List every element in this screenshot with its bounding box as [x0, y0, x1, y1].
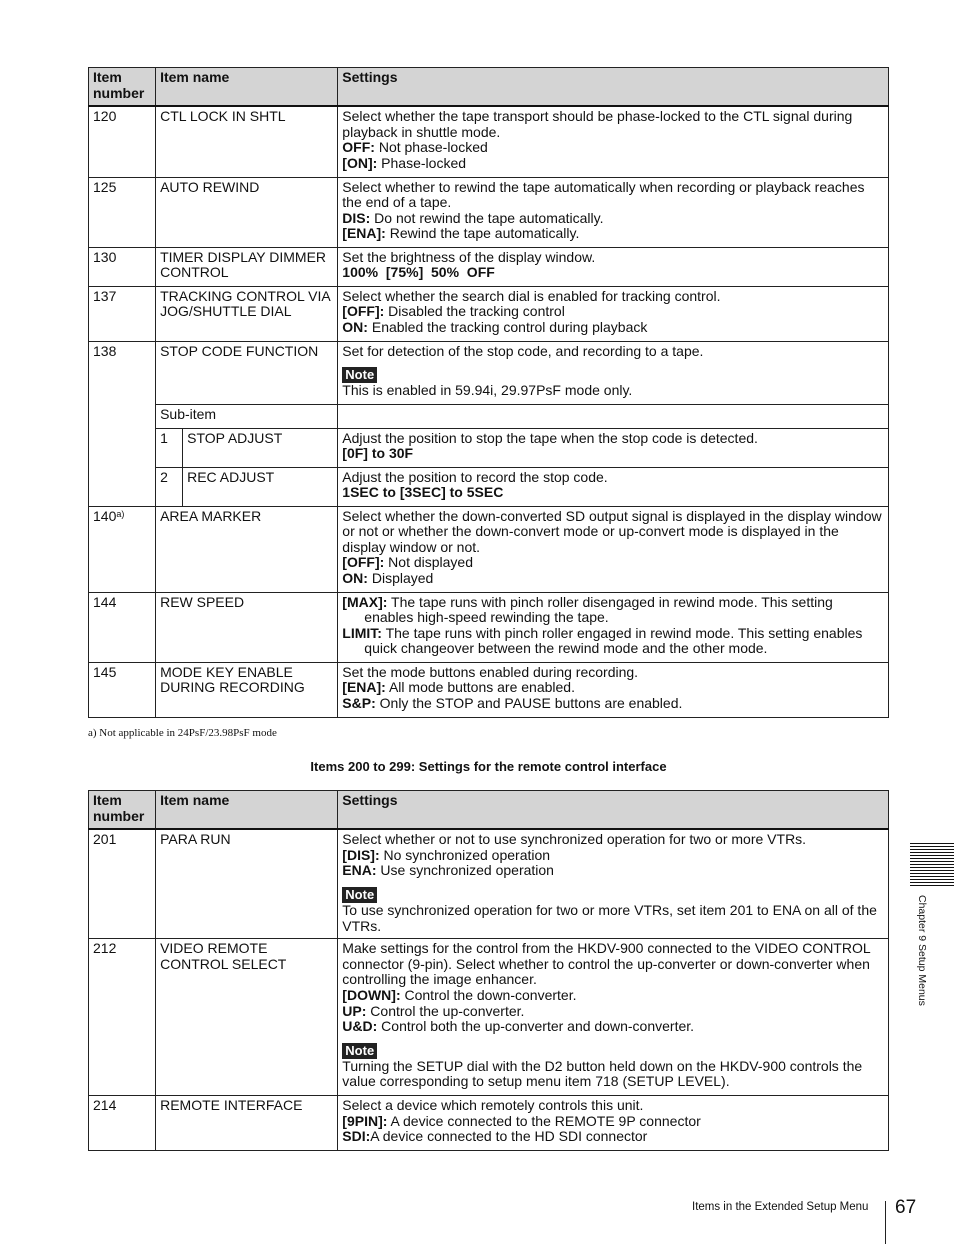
table-row: [89, 286, 889, 341]
item-name: MODE KEY ENABLE DURING RECORDING: [156, 662, 338, 717]
settings-description: Select whether to rewind the tape automatically when recording or playback reaches the end of a tape.: [342, 178, 865, 211]
option-line: [342, 555, 884, 571]
note-text: To use synchronized operation for two or more VTRs, set item 201 to ENA on all of the VTRs.: [342, 901, 877, 934]
item-settings: [338, 592, 889, 662]
setting-values: 1SEC to [3SEC] to 5SEC: [342, 484, 504, 501]
subitem-row: [89, 428, 889, 467]
settings-description: Set for detection of the stop code, and recording to a tape.: [342, 342, 704, 359]
table-row: [89, 1096, 889, 1151]
subitem-number: 2: [156, 467, 183, 506]
settings-description: Select whether the tape transport should be phase-locked to the CTL signal during playback in shuttle mode.: [342, 108, 853, 140]
header-item-number: Item number: [89, 791, 156, 830]
note-label: Note: [342, 887, 377, 903]
option-key: [DIS]:: [342, 846, 380, 863]
item-name: CTL LOCK IN SHTL: [156, 106, 338, 177]
item-number: 125: [89, 177, 156, 247]
option-text: No synchronized operation: [379, 846, 551, 863]
option-text: The tape runs with pinch roller disengaged in rewind mode. This setting enables high-speed rewinding the tape.: [364, 593, 833, 626]
subitem-number: 1: [156, 428, 183, 467]
option-line: [342, 595, 884, 626]
table-row: [89, 247, 889, 286]
item-number: 120: [89, 106, 156, 177]
header-item-number: Item number: [89, 68, 156, 107]
option-text: Control both the up-converter and down-converter.: [377, 1018, 695, 1035]
item-settings: [338, 506, 889, 592]
option-key: [ENA]:: [342, 225, 386, 242]
option-text: A device connected to the HD SDI connector: [370, 1128, 648, 1145]
option-line: [342, 626, 884, 657]
item-settings: [338, 177, 889, 247]
option-text: Phase-locked: [377, 154, 467, 171]
option-text: Control the down-converter.: [400, 986, 577, 1003]
note-text: Turning the SETUP dial with the D2 button held down on the HKDV-900 controls the value corresponding to setup menu item 718 (SETUP LEVEL).: [342, 1057, 863, 1090]
table-row: [89, 939, 889, 1096]
option-key: ON:: [342, 570, 368, 587]
settings-table-1: [88, 67, 889, 718]
option-key: LIMIT:: [342, 624, 382, 641]
header-settings: Settings: [338, 68, 889, 107]
setting-values: [0F] to 30F: [342, 445, 414, 462]
subitem-header-row: [89, 404, 889, 428]
chapter-label: Chapter 9 Setup Menus: [916, 895, 928, 1006]
item-settings: [338, 341, 889, 404]
option-line: [342, 696, 884, 712]
option-text: All mode buttons are enabled.: [385, 679, 575, 696]
table-row: [89, 829, 889, 938]
option-key: OFF:: [342, 139, 375, 156]
option-key: DIS:: [342, 209, 371, 226]
note-label: Note: [342, 1043, 377, 1059]
item-number: 138: [89, 341, 156, 506]
footnote: a) Not applicable in 24PsF/23.98PsF mode: [88, 727, 277, 739]
item-number-value: 140: [93, 507, 117, 524]
option-line: [342, 156, 884, 172]
section-heading: Items 200 to 299: Settings for the remote control interface: [310, 759, 667, 774]
header-settings: Settings: [338, 791, 889, 830]
option-text: Only the STOP and PAUSE buttons are enabled.: [375, 694, 683, 711]
table-header-row: [89, 68, 889, 107]
empty-cell: [338, 404, 889, 428]
option-line: [342, 680, 884, 696]
header-item-name: Item name: [156, 68, 338, 107]
option-text: A device connected to the REMOTE 9P connector: [387, 1112, 701, 1129]
settings-description: Adjust the position to stop the tape when the stop code is detected.: [342, 429, 758, 446]
item-settings: [338, 939, 889, 1096]
option-line: [342, 571, 884, 587]
settings-table-2: [88, 790, 889, 1151]
item-settings: [338, 286, 889, 341]
subitem-row: [89, 467, 889, 506]
option-line: [342, 1114, 884, 1130]
table-row: [89, 177, 889, 247]
item-settings: [338, 829, 889, 938]
settings-description: Select a device which remotely controls this unit.: [342, 1097, 644, 1114]
footer-title: Items in the Extended Setup Menu: [692, 1201, 869, 1213]
item-number: 137: [89, 286, 156, 341]
option-line: [342, 304, 884, 320]
item-number: 212: [89, 939, 156, 1096]
item-name: REMOTE INTERFACE: [156, 1096, 338, 1151]
item-name: TRACKING CONTROL VIA JOG/SHUTTLE DIAL: [156, 286, 338, 341]
settings-description: Make settings for the control from the HKDV-900 connected to the VIDEO CONTROL connector (9-pin). Select whether to control the up-converter or down-converter when controlling the image enhancer.: [342, 940, 871, 988]
subitem-settings: [338, 467, 889, 506]
chapter-tab-stripes: [910, 843, 954, 887]
header-item-name: Item name: [156, 791, 338, 830]
option-text: Rewind the tape automatically.: [385, 225, 580, 242]
page-number: 67: [895, 1197, 917, 1218]
item-name: AUTO REWIND: [156, 177, 338, 247]
settings-description: Adjust the position to record the stop code.: [342, 468, 608, 485]
option-key: U&D:: [342, 1018, 378, 1035]
item-number: [89, 506, 156, 592]
option-text: Not displayed: [384, 554, 473, 571]
option-key: [OFF]:: [342, 554, 385, 571]
option-line: [342, 988, 884, 1004]
option-key: ON:: [342, 318, 368, 335]
option-key: ENA:: [342, 862, 377, 879]
table-row: [89, 341, 889, 404]
subitem-label: Sub-item: [156, 404, 338, 428]
footer-divider: [885, 1201, 886, 1244]
option-line: [342, 211, 884, 227]
option-key: [DOWN]:: [342, 986, 401, 1003]
table-header-row: [89, 791, 889, 830]
note-text: This is enabled in 59.94i, 29.97PsF mode only.: [342, 382, 633, 399]
setting-values: 100% [75%] 50% OFF: [342, 264, 495, 281]
option-key: SDI:: [342, 1128, 371, 1145]
table-row: [89, 662, 889, 717]
table-row: [89, 506, 889, 592]
settings-description: Set the brightness of the display window.: [342, 248, 596, 265]
table-row: [89, 106, 889, 177]
item-settings: [338, 247, 889, 286]
item-number: 130: [89, 247, 156, 286]
option-text: The tape runs with pinch roller engaged in rewind mode. This setting enables quick changeover between the rewind mode and the other mode.: [364, 624, 863, 657]
note-label: Note: [342, 367, 377, 383]
option-key: [ENA]:: [342, 679, 386, 696]
option-line: [342, 1129, 884, 1145]
settings-description: Select whether the down-converted SD output signal is displayed in the display window or not or whether the down-convert mode or up-convert mode is displayed in the display window or not.: [342, 507, 882, 555]
item-number: 201: [89, 829, 156, 938]
option-text: Do not rewind the tape automatically.: [370, 209, 604, 226]
option-key: [MAX]:: [342, 593, 388, 610]
item-settings: [338, 106, 889, 177]
option-line: [342, 140, 884, 156]
option-key: [ON]:: [342, 154, 378, 171]
option-line: [342, 226, 884, 242]
item-name: AREA MARKER: [156, 506, 338, 592]
option-key: UP:: [342, 1002, 367, 1019]
option-text: Use synchronized operation: [376, 862, 554, 879]
subitem-name: STOP ADJUST: [183, 428, 338, 467]
item-number: 145: [89, 662, 156, 717]
option-text: Disabled the tracking control: [384, 303, 565, 320]
item-settings: [338, 1096, 889, 1151]
footnote-marker: a): [116, 508, 125, 519]
option-key: [9PIN]:: [342, 1112, 388, 1129]
table-row: [89, 592, 889, 662]
settings-description: Set the mode buttons enabled during recording.: [342, 663, 639, 680]
item-name: PARA RUN: [156, 829, 338, 938]
option-line: [342, 1019, 884, 1035]
item-name: VIDEO REMOTE CONTROL SELECT: [156, 939, 338, 1096]
option-text: Not phase-locked: [374, 139, 488, 156]
subitem-name: REC ADJUST: [183, 467, 338, 506]
subitem-settings: [338, 428, 889, 467]
item-name: REW SPEED: [156, 592, 338, 662]
option-key: [OFF]:: [342, 303, 385, 320]
option-key: S&P:: [342, 694, 376, 711]
option-text: Displayed: [367, 570, 434, 587]
item-number: 144: [89, 592, 156, 662]
option-line: [342, 320, 884, 336]
item-name: STOP CODE FUNCTION: [156, 341, 338, 404]
item-settings: [338, 662, 889, 717]
option-line: [342, 863, 884, 879]
item-number: 214: [89, 1096, 156, 1151]
option-line: [342, 1004, 884, 1020]
option-text: Enabled the tracking control during playback: [367, 318, 648, 335]
option-text: Control the up-converter.: [366, 1002, 525, 1019]
option-line: [342, 848, 884, 864]
settings-description: Select whether or not to use synchronized operation for two or more VTRs.: [342, 831, 807, 848]
settings-description: Select whether the search dial is enabled for tracking control.: [342, 287, 721, 304]
item-name: TIMER DISPLAY DIMMER CONTROL: [156, 247, 338, 286]
